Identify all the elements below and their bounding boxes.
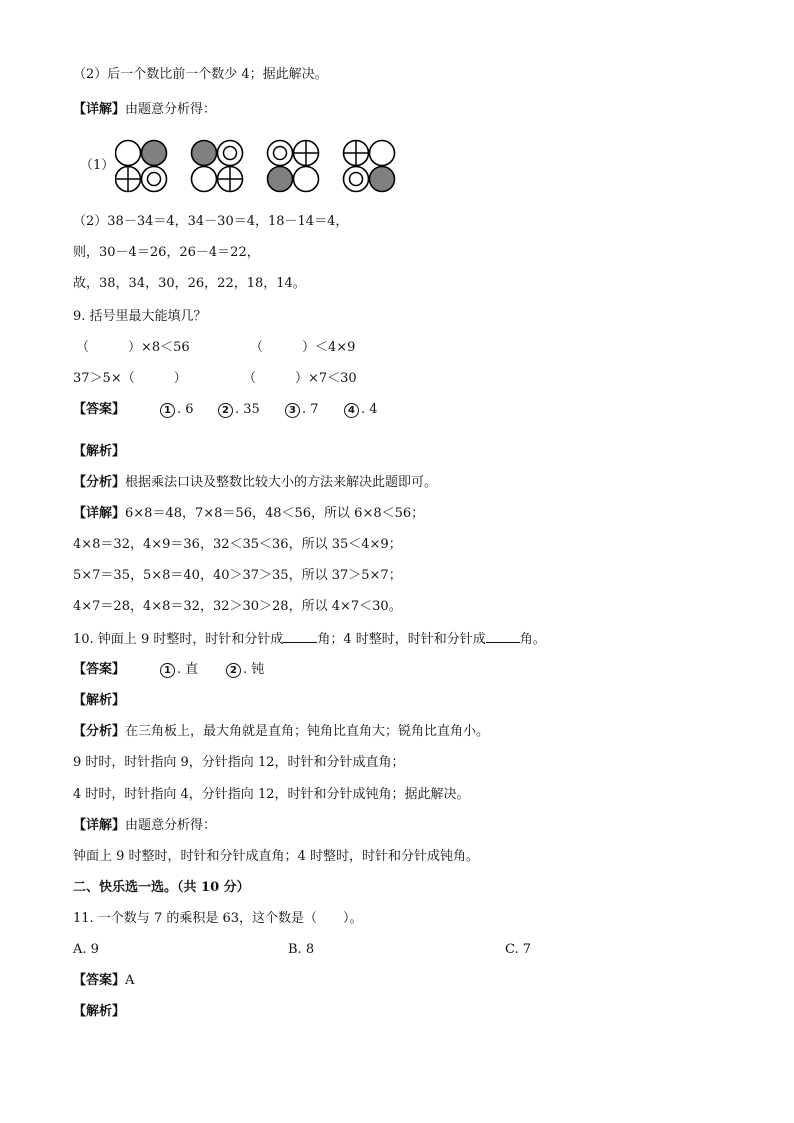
text-span: 在三角板上，最大角就是直角；钝角比直角大；锐角比直角小。 [125, 724, 490, 739]
q11-answer-line [73, 972, 134, 990]
circled-number: 3 [285, 403, 300, 418]
q9-item-d: （ ）×7＜30 [243, 371, 357, 386]
text-line: 4 时时，时针指向 4，分针指向 12，时针和分针成钝角；据此解决。 [73, 787, 470, 802]
fill-blank [283, 630, 317, 643]
text-line: （2）后一个数比前一个数少 4；据此解决。 [73, 67, 328, 82]
option-c: C. 7 [505, 942, 532, 957]
filled-circle [192, 141, 217, 166]
circled-number: 4 [344, 403, 359, 418]
filled-circle [142, 141, 167, 166]
fenxi-tag: 【分析】 [73, 724, 126, 739]
q10-answer-2 [226, 661, 264, 679]
text-line [73, 817, 216, 835]
option-a: A. 9 [73, 942, 99, 957]
answer-value: . 钝 [243, 662, 265, 677]
empty-circle [294, 167, 319, 192]
circle-group [192, 141, 243, 192]
q9-answer-4 [344, 401, 378, 419]
circled-number: 2 [218, 403, 233, 418]
text-line: 4×7＝28，4×8＝32，32＞30＞28，所以 4×7＜30。 [73, 599, 402, 614]
answer-tag: 【答案】 [73, 402, 126, 417]
xiangjie-tag: 【详解】 [73, 102, 126, 117]
answer-value: . 7 [302, 402, 319, 417]
text-line [73, 101, 216, 119]
answer-tag: 【答案】 [73, 662, 126, 677]
empty-circle [116, 141, 141, 166]
text-span: 角。 [519, 632, 546, 647]
answer-value: . 直 [177, 662, 199, 677]
text-span: 根据乘法口诀及整数比较大小的方法来解决此题即可。 [125, 475, 438, 490]
text-span: 6×8＝48，7×8＝56，48＜56，所以 6×8＜56； [125, 506, 425, 521]
circled-number: 1 [160, 663, 175, 678]
question-10-title [73, 630, 546, 649]
jiexi-tag: 【解析】 [73, 1004, 126, 1019]
xiangjie-tag: 【详解】 [73, 506, 126, 521]
inner-circle [148, 173, 161, 186]
text-line: 5×7＝35，5×8＝40，40＞37＞35，所以 37＞5×7； [73, 568, 402, 583]
filled-circle [370, 167, 395, 192]
answer-value: . 4 [361, 402, 378, 417]
inner-circle [224, 147, 237, 160]
text-line: 9 时时，时针指向 9，分针指向 12，时针和分针成直角； [73, 755, 405, 770]
answer-value: A [125, 973, 135, 988]
text-line [73, 723, 489, 741]
circle-group [344, 141, 395, 192]
answer-tag: 【答案】 [73, 973, 126, 988]
text-line: 钟面上 9 时整时，时针和分针成直角；4 时整时，时针和分针成钝角。 [73, 849, 479, 864]
text-line: 则，30－4＝26，26－4＝22， [73, 245, 260, 260]
q9-answer-3 [285, 401, 319, 419]
question-9-title: 9. 括号里最大能填几？ [73, 309, 207, 324]
question-11-title: 11. 一个数与 7 的乘积是 63，这个数是（ ）。 [73, 911, 363, 926]
jiexi-tag: 【解析】 [73, 444, 126, 459]
circle-group [116, 141, 167, 192]
option-b: B. 8 [288, 942, 315, 957]
q10-answer-1 [160, 661, 198, 679]
inner-circle [350, 173, 363, 186]
text-line: （2）38－34＝4，34－30＝4，18－14＝4， [73, 214, 349, 229]
answer-value: . 35 [235, 402, 260, 417]
text-span: 由题意分析得： [125, 818, 217, 833]
jiexi-tag: 【解析】 [73, 693, 126, 708]
q9-answer-2 [218, 401, 260, 419]
inner-circle [274, 147, 287, 160]
text-span: 10. 钟面上 9 时整时，时针和分针成 [73, 632, 284, 647]
xiangjie-tag: 【详解】 [73, 818, 126, 833]
section-heading: 二、快乐选一选。（共 10 分） [73, 880, 250, 895]
q9-answer-1 [160, 401, 194, 419]
q9-item-a: （ ）×8＜56 [76, 340, 190, 355]
empty-circle [370, 141, 395, 166]
text-line: 4×8＝32，4×9＝36，32＜35＜36，所以 35＜4×9； [73, 537, 402, 552]
q9-item-b: （ ）＜4×9 [250, 340, 356, 355]
circle-pattern-figure [115, 139, 405, 195]
text-line [73, 505, 424, 523]
answer-value: . 6 [177, 402, 194, 417]
text-line: 故，38，34，30，26，22，18，14。 [73, 276, 306, 291]
empty-circle [192, 167, 217, 192]
circled-number: 2 [226, 663, 241, 678]
text-line [73, 474, 437, 492]
q9-answer-line [73, 401, 125, 419]
circled-number: 1 [160, 403, 175, 418]
text-span: 角；4 时整时，时针和分针成 [317, 632, 486, 647]
fenxi-tag: 【分析】 [73, 475, 126, 490]
figure-label: （1） [80, 158, 115, 173]
filled-circle [268, 167, 293, 192]
circle-group [268, 141, 319, 192]
q10-answer-line [73, 661, 125, 679]
q9-item-c: 37＞5×（ ） [73, 371, 187, 386]
fill-blank [486, 630, 520, 643]
text-span: 由题意分析得： [125, 102, 217, 117]
